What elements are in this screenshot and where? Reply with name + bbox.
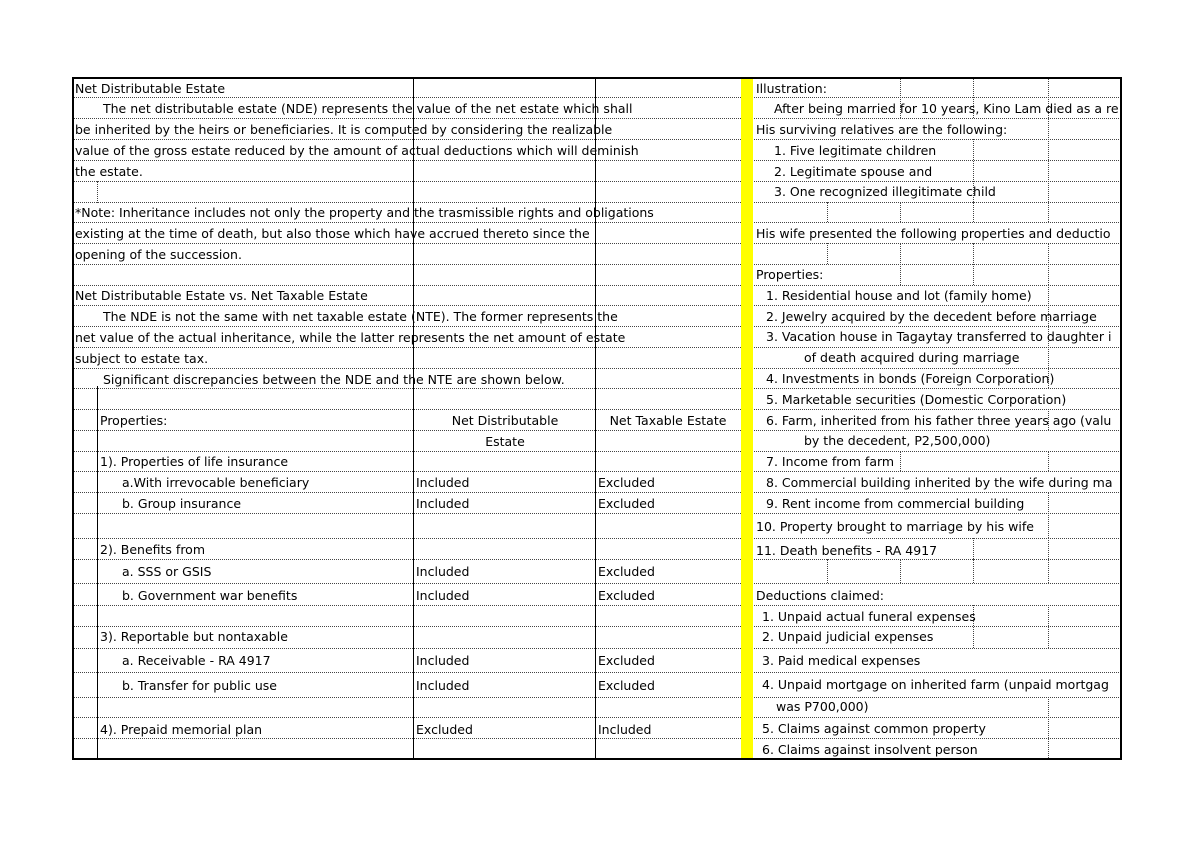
property-item: 3. Vacation house in Tagaytay transferred to daughter i <box>766 329 1112 344</box>
deduction-item: 5. Claims against common property <box>762 721 986 736</box>
left-title: Net Distributable Estate <box>75 81 226 96</box>
row-gridline <box>73 160 741 161</box>
row-gridline <box>73 538 741 539</box>
para2-line1: The NDE is not the same with net taxable estate (NTE). The former represents the <box>103 309 618 324</box>
row-gridline <box>73 181 741 182</box>
table-row-label: a.With irrevocable beneficiary <box>122 475 310 490</box>
row-gridline <box>73 513 741 514</box>
deduction-item-continued: was P700,000) <box>776 699 869 714</box>
relative-item: 3. One recognized illegitimate child <box>774 184 996 199</box>
para1-line3: value of the gross estate reduced by the amount of actual deductions which will deminish <box>75 143 639 158</box>
table-cell-nte: Excluded <box>598 678 655 693</box>
table-row-label: 2). Benefits from <box>100 542 206 557</box>
row-gridline <box>73 430 741 431</box>
table-cell-nte: Excluded <box>598 653 655 668</box>
illustration-intro: After being married for 10 years, Kino Lam died as a re <box>774 101 1119 116</box>
column-line <box>413 77 414 760</box>
row-gridline <box>73 326 741 327</box>
property-item-continued: by the decedent, P2,500,000) <box>804 433 991 448</box>
row-gridline <box>73 409 741 410</box>
relative-item: 2. Legitimate spouse and <box>774 164 933 179</box>
relatives-heading: His surviving relatives are the following: <box>756 122 1008 137</box>
property-item: 8. Commercial building inherited by the wife during ma <box>766 475 1113 490</box>
table-cell-nde: Included <box>416 564 470 579</box>
column-gridline <box>97 181 98 203</box>
property-item: 7. Income from farm <box>766 454 895 469</box>
property-item: 11. Death benefits - RA 4917 <box>756 543 938 558</box>
wife-line: His wife presented the following properties and deductio <box>756 226 1111 241</box>
table-cell-nde: Included <box>416 496 470 511</box>
note-line3: opening of the succession. <box>75 247 242 262</box>
deduction-item: 4. Unpaid mortgage on inherited farm (unpaid mortgag <box>762 677 1109 692</box>
row-gridline <box>73 451 741 452</box>
left-subtitle: Net Distributable Estate vs. Net Taxable Estate <box>75 288 368 303</box>
yellow-divider <box>741 77 753 760</box>
deduction-item: 1. Unpaid actual funeral expenses <box>762 609 976 624</box>
row-gridline <box>73 97 741 98</box>
para2-line3: subject to estate tax. <box>75 351 209 366</box>
para2-line2: net value of the actual inheritance, while the latter represents the net amount of estate <box>75 330 626 345</box>
row-gridline <box>73 717 741 718</box>
table-row-label: 3). Reportable but nontaxable <box>100 629 288 644</box>
row-gridline <box>73 139 741 140</box>
row-gridline <box>73 605 741 606</box>
row-gridline <box>73 626 741 627</box>
table-row-label: b. Government war benefits <box>122 588 298 603</box>
property-item: 9. Rent income from commercial building <box>766 496 1025 511</box>
note-line2: existing at the time of death, but also those which have accrued thereto since the <box>75 226 590 241</box>
para1-line2: be inherited by the heirs or beneficiaries. It is computed by considering the realizable <box>75 122 613 137</box>
relative-item: 1. Five legitimate children <box>774 143 937 158</box>
column-line <box>97 386 98 760</box>
table-cell-nde: Included <box>416 678 470 693</box>
row-gridline <box>73 583 741 584</box>
deductions-heading: Deductions claimed: <box>756 588 884 603</box>
deduction-item: 6. Claims against insolvent person <box>762 742 978 757</box>
row-gridline <box>73 285 741 286</box>
row-gridline <box>73 222 741 223</box>
table-header-nte: Net Taxable Estate <box>609 413 727 428</box>
row-gridline <box>73 388 741 389</box>
deduction-item: 2. Unpaid judicial expenses <box>762 629 934 644</box>
row-gridline <box>73 368 741 369</box>
table-cell-nde: Included <box>416 588 470 603</box>
row-gridline <box>73 202 741 203</box>
table-row-label: 4). Prepaid memorial plan <box>100 722 263 737</box>
table-cell-nte: Excluded <box>598 475 655 490</box>
table-row-label: a. SSS or GSIS <box>122 564 212 579</box>
illustration-panel <box>754 77 1120 760</box>
para1-line1: The net distributable estate (NDE) represents the value of the net estate which shall <box>103 101 633 116</box>
row-gridline <box>73 648 741 649</box>
row-gridline <box>73 492 741 493</box>
table-row-label: a. Receivable - RA 4917 <box>122 653 271 668</box>
table-cell-nte: Included <box>598 722 652 737</box>
row-gridline <box>73 559 741 560</box>
property-item: 4. Investments in bonds (Foreign Corporation) <box>766 371 1055 386</box>
row-gridline <box>73 305 741 306</box>
table-cell-nte: Excluded <box>598 496 655 511</box>
illustration-title: Illustration: <box>756 81 827 96</box>
property-item: 1. Residential house and lot (family home) <box>766 288 1032 303</box>
property-item: 5. Marketable securities (Domestic Corporation) <box>766 392 1067 407</box>
deduction-item: 3. Paid medical expenses <box>762 653 921 668</box>
note-line1: *Note: Inheritance includes not only the property and the trasmissible rights and obligations <box>75 205 654 220</box>
row-gridline <box>73 347 741 348</box>
property-item: 2. Jewelry acquired by the decedent before marriage <box>766 309 1097 324</box>
property-item: 10. Property brought to marriage by his wife <box>756 519 1034 534</box>
table-cell-nte: Excluded <box>598 588 655 603</box>
row-gridline <box>73 264 741 265</box>
table-header-properties: Properties: <box>100 413 168 428</box>
table-cell-nde: Excluded <box>416 722 473 737</box>
table-header-nde-line2: Estate <box>485 434 525 449</box>
table-cell-nte: Excluded <box>598 564 655 579</box>
row-gridline <box>73 243 741 244</box>
row-gridline <box>73 471 741 472</box>
row-gridline <box>73 738 741 739</box>
row-gridline <box>73 118 741 119</box>
properties-heading: Properties: <box>756 267 824 282</box>
row-gridline <box>73 697 741 698</box>
table-row-label: 1). Properties of life insurance <box>100 454 289 469</box>
table-row-label: b. Group insurance <box>122 496 242 511</box>
para1-line4: the estate. <box>75 164 143 179</box>
row-gridline <box>73 672 741 673</box>
property-item-continued: of death acquired during marriage <box>804 350 1020 365</box>
table-cell-nde: Included <box>416 653 470 668</box>
property-item: 6. Farm, inherited from his father three years ago (valu <box>766 413 1112 428</box>
para3: Significant discrepancies between the NDE and the NTE are shown below. <box>103 372 565 387</box>
table-cell-nde: Included <box>416 475 470 490</box>
table-row-label: b. Transfer for public use <box>122 678 277 693</box>
table-header-nde: Net Distributable <box>451 413 559 428</box>
